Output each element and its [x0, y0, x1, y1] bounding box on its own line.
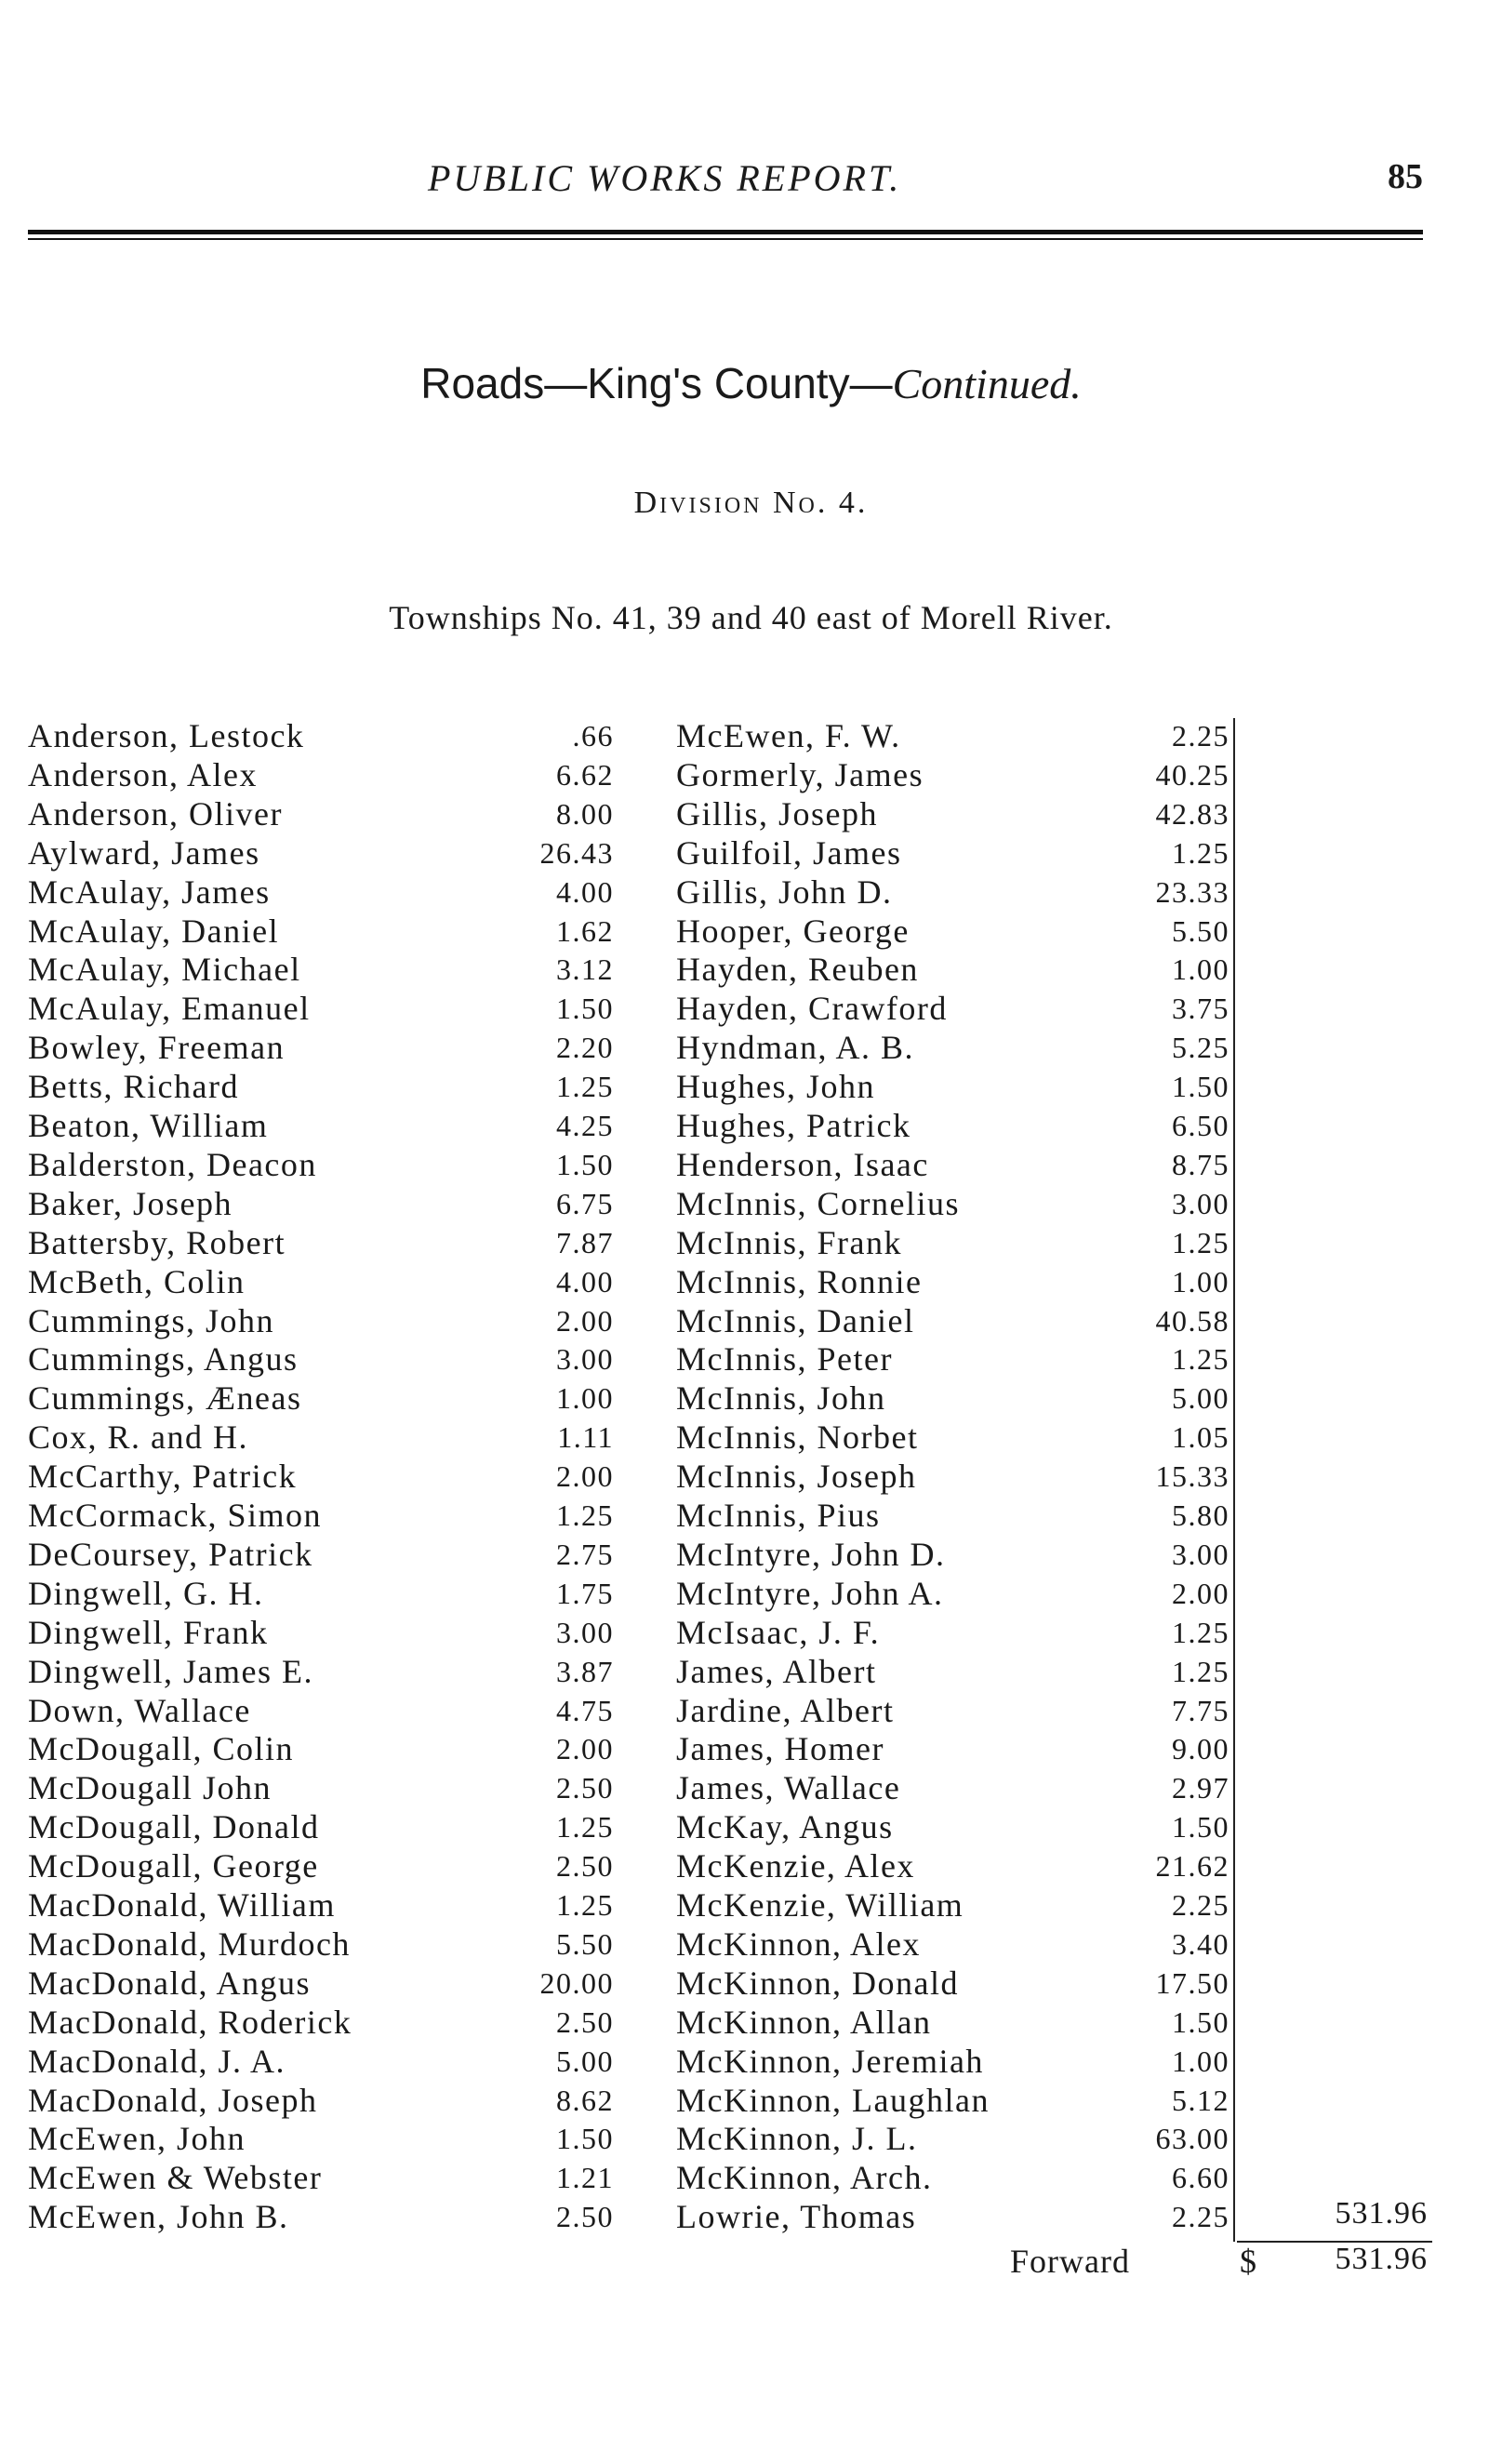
header-rule: [28, 230, 1423, 234]
entry-name: MacDonald, Angus: [28, 1964, 311, 2002]
currency-symbol: $: [1240, 2243, 1256, 2280]
list-item: [28, 1768, 614, 1807]
entry-name: McIntyre, John A.: [676, 1574, 944, 1612]
entry-name: Guilfoil, James: [676, 833, 902, 872]
entry-name: Hooper, George: [676, 912, 910, 950]
entry-name: Gormerly, James: [676, 755, 924, 793]
list-item: [676, 1885, 1234, 1925]
entry-amount: 1.05: [1172, 1420, 1230, 1455]
entry-name: Cummings, John: [28, 1301, 275, 1339]
entry-name: James, Albert: [676, 1652, 877, 1690]
entry-amount: 9.00: [1172, 1732, 1230, 1766]
entry-amount: 26.43: [539, 835, 614, 870]
entry-name: McInnis, Pius: [676, 1497, 881, 1534]
entry-amount: 2.50: [556, 1849, 614, 1884]
entry-name: McDougall, Donald: [28, 1808, 320, 1846]
entry-amount: 3.87: [556, 1654, 614, 1688]
list-item: [28, 1885, 614, 1925]
section-title-main: Roads—King's County—: [420, 359, 893, 407]
list-item: [28, 1223, 614, 1262]
entry-amount: 1.00: [556, 1381, 614, 1416]
entry-name: McKinnon, J. L.: [676, 2120, 918, 2158]
list-item: [676, 1223, 1234, 1262]
list-item: [676, 1106, 1234, 1145]
entry-name: Cummings, Æneas: [28, 1379, 302, 1418]
list-item: [28, 950, 614, 989]
entry-name: Battersby, Robert: [28, 1223, 286, 1261]
list-item: [676, 1457, 1234, 1496]
list-item: [676, 716, 1234, 755]
entry-amount: 1.75: [556, 1576, 614, 1610]
entry-name: Anderson, Alex: [28, 755, 258, 793]
entry-amount: 6.62: [556, 757, 614, 792]
list-item: [676, 912, 1234, 951]
list-item: [28, 1184, 614, 1223]
entry-amount: 5.00: [1172, 1381, 1230, 1416]
entry-name: Balderston, Deacon: [28, 1145, 317, 1183]
entry-amount: 7.75: [1172, 1693, 1230, 1727]
entry-amount: 40.58: [1155, 1303, 1230, 1338]
entry-name: McEwen, John B.: [28, 2198, 289, 2236]
entry-amount: 2.75: [556, 1537, 614, 1571]
entry-amount: 1.25: [1172, 1615, 1230, 1649]
entry-amount: 7.87: [556, 1225, 614, 1259]
forward-amount: 531.96: [1335, 2242, 1428, 2276]
list-item: [676, 1535, 1234, 1574]
list-item: [676, 2119, 1234, 2158]
entry-amount: 1.50: [556, 2122, 614, 2156]
entry-amount: 1.62: [556, 913, 614, 948]
list-item: [676, 950, 1234, 989]
entry-amount: 6.75: [556, 1186, 614, 1220]
running-head: PUBLIC WORKS REPORT.: [428, 157, 902, 199]
list-item: [28, 1807, 614, 1846]
entry-name: James, Homer: [676, 1730, 884, 1768]
list-item: [676, 833, 1234, 872]
entry-name: McKinnon, Laughlan: [676, 2081, 990, 2119]
list-item: [676, 1067, 1234, 1106]
entry-amount: 5.12: [1172, 2083, 1230, 2117]
entry-name: Aylward, James: [28, 833, 260, 872]
entry-name: McInnis, Peter: [676, 1340, 893, 1379]
list-item: [28, 1339, 614, 1379]
list-item: [28, 755, 614, 794]
section-title-continued: Continued.: [892, 360, 1082, 407]
page-number: 85: [1388, 157, 1423, 196]
list-item: [28, 1535, 614, 1574]
entry-name: Hayden, Reuben: [676, 951, 919, 989]
entry-amount: 20.00: [539, 1965, 614, 2000]
entry-name: Cummings, Angus: [28, 1340, 299, 1379]
entry-amount: 1.11: [557, 1420, 614, 1455]
entry-name: McInnis, Norbet: [676, 1418, 919, 1457]
entry-name: MacDonald, Murdoch: [28, 1925, 351, 1963]
entry-name: Dingwell, James E.: [28, 1652, 313, 1690]
entry-name: McAulay, James: [28, 872, 271, 911]
entry-name: McEwen, John: [28, 2120, 246, 2158]
entry-amount: 1.50: [1172, 2004, 1230, 2039]
entry-amount: 1.25: [1172, 1225, 1230, 1259]
list-item: [28, 2003, 614, 2042]
entry-amount: 1.50: [1172, 1810, 1230, 1845]
entry-amount: 4.25: [556, 1109, 614, 1142]
entry-name: McCarthy, Patrick: [28, 1458, 298, 1496]
townships-heading: Townships No. 41, 39 and 40 east of Morell River.: [389, 599, 1113, 636]
entry-amount: 2.50: [556, 1771, 614, 1805]
entry-name: McDougall, Colin: [28, 1730, 294, 1768]
column-total: 531.96: [1335, 2196, 1428, 2231]
entry-amount: 17.50: [1155, 1965, 1230, 2000]
entry-name: Jardine, Albert: [676, 1691, 895, 1729]
section-title: [0, 358, 1502, 408]
list-item: [28, 989, 614, 1028]
entry-name: McKinnon, Arch.: [676, 2159, 933, 2197]
division-heading: Division No. 4.: [633, 486, 869, 520]
list-item: [676, 1301, 1234, 1340]
entry-amount: 1.00: [1172, 1264, 1230, 1299]
list-item: [28, 1379, 614, 1418]
entry-amount: 3.00: [1172, 1186, 1230, 1220]
list-item: [28, 872, 614, 912]
entry-amount: 15.33: [1155, 1459, 1230, 1494]
entry-amount: 1.50: [556, 992, 614, 1026]
list-item: [28, 2158, 614, 2197]
entry-amount: 1.25: [556, 1070, 614, 1104]
entry-amount: 1.25: [1172, 835, 1230, 870]
list-item: [676, 872, 1234, 912]
entry-name: McEwen & Webster: [28, 2159, 323, 2197]
list-item: [28, 1457, 614, 1496]
entry-name: MacDonald, William: [28, 1886, 336, 1924]
list-item: [676, 1379, 1234, 1418]
list-item: [676, 1846, 1234, 1885]
list-item: [676, 2158, 1234, 2197]
entry-name: DeCoursey, Patrick: [28, 1535, 313, 1573]
list-item: [676, 1418, 1234, 1457]
list-item: [676, 1574, 1234, 1613]
entry-amount: 5.25: [1172, 1031, 1230, 1065]
entry-name: Hayden, Crawford: [676, 990, 948, 1028]
entry-amount: 23.33: [1155, 874, 1230, 909]
list-item: [28, 2119, 614, 2158]
entry-amount: 6.60: [1172, 2161, 1230, 2195]
entry-name: McKinnon, Donald: [676, 1964, 959, 2002]
list-item: [676, 1339, 1234, 1379]
entry-amount: 5.00: [556, 2044, 614, 2078]
entry-amount: 1.25: [556, 1888, 614, 1922]
entry-amount: 2.25: [1172, 1888, 1230, 1922]
entry-amount: 1.00: [1172, 952, 1230, 987]
list-item: [676, 1964, 1234, 2003]
entry-amount: 4.75: [556, 1693, 614, 1727]
entry-name: McCormack, Simon: [28, 1497, 322, 1534]
entry-amount: 4.00: [556, 874, 614, 909]
list-item: [28, 1496, 614, 1535]
list-item: [28, 1925, 614, 1964]
entry-name: Bowley, Freeman: [28, 1029, 286, 1067]
entry-name: Gillis, Joseph: [676, 794, 879, 832]
list-item: [28, 1652, 614, 1691]
list-item: [28, 1613, 614, 1652]
list-item: [676, 1768, 1234, 1807]
list-item: [28, 1846, 614, 1885]
entry-name: McInnis, John: [676, 1379, 886, 1418]
list-item: [28, 2197, 614, 2236]
entry-name: McKenzie, William: [676, 1886, 964, 1924]
entry-amount: 40.25: [1155, 757, 1230, 792]
entry-name: McAulay, Emanuel: [28, 990, 311, 1028]
entry-name: McAulay, Michael: [28, 951, 301, 989]
entry-amount: 2.25: [1172, 719, 1230, 753]
entry-amount: 2.97: [1172, 1771, 1230, 1805]
entry-name: Cox, R. and H.: [28, 1418, 248, 1457]
entry-amount: 3.40: [1172, 1926, 1230, 1961]
entry-name: McKinnon, Jeremiah: [676, 2042, 984, 2080]
list-item: [28, 1574, 614, 1613]
entry-amount: 1.25: [1172, 1654, 1230, 1688]
entry-amount: 3.00: [556, 1615, 614, 1649]
entry-amount: 1.50: [1172, 1070, 1230, 1104]
list-item: [676, 1262, 1234, 1301]
entry-name: McAulay, Daniel: [28, 912, 280, 950]
entry-amount: 1.25: [556, 1810, 614, 1845]
entry-name: Down, Wallace: [28, 1691, 251, 1729]
entry-amount: 1.25: [1172, 1342, 1230, 1377]
entry-amount: 5.80: [1172, 1498, 1230, 1532]
entry-amount: 1.25: [556, 1498, 614, 1532]
entry-name: McKinnon, Alex: [676, 1925, 921, 1963]
entry-amount: 8.00: [556, 796, 614, 831]
entry-amount: 8.62: [556, 2083, 614, 2117]
list-item: [676, 2042, 1234, 2081]
list-item: [676, 1613, 1234, 1652]
list-item: [676, 1145, 1234, 1184]
forward-label: Forward: [1010, 2243, 1130, 2280]
list-item: [676, 755, 1234, 794]
list-item: [676, 1807, 1234, 1846]
list-item: [676, 1729, 1234, 1768]
list-item: [28, 1262, 614, 1301]
entry-amount: .66: [572, 719, 614, 753]
entry-amount: 4.00: [556, 1264, 614, 1299]
entry-amount: 2.25: [1172, 2200, 1230, 2234]
entry-amount: 2.00: [556, 1459, 614, 1494]
list-item: [676, 989, 1234, 1028]
list-item: [676, 1691, 1234, 1730]
entry-amount: 2.00: [556, 1303, 614, 1338]
list-item: [28, 833, 614, 872]
entry-amount: 1.00: [1172, 2044, 1230, 2078]
entry-name: MacDonald, J. A.: [28, 2042, 286, 2080]
list-item: [28, 1106, 614, 1145]
entry-name: McInnis, Joseph: [676, 1458, 917, 1496]
header-rule-thin: [28, 238, 1423, 240]
entry-amount: 8.75: [1172, 1147, 1230, 1181]
list-item: [28, 1067, 614, 1106]
entry-name: McInnis, Frank: [676, 1223, 902, 1261]
list-item: [676, 1925, 1234, 1964]
entry-amount: 3.75: [1172, 992, 1230, 1026]
list-item: [676, 2003, 1234, 2042]
entry-name: Gillis, John D.: [676, 872, 893, 911]
entry-name: Hyndman, A. B.: [676, 1029, 915, 1067]
list-item: [676, 1028, 1234, 1067]
entry-name: McIntyre, John D.: [676, 1535, 946, 1573]
list-item: [676, 1652, 1234, 1691]
entry-name: McInnis, Cornelius: [676, 1184, 960, 1222]
entry-name: Anderson, Lestock: [28, 717, 305, 754]
entry-name: Baker, Joseph: [28, 1184, 233, 1222]
list-item: [676, 2197, 1234, 2236]
list-item: [28, 1145, 614, 1184]
entry-amount: 2.50: [556, 2004, 614, 2039]
entry-name: McDougall John: [28, 1769, 272, 1807]
entry-amount: 1.50: [556, 1147, 614, 1181]
entry-name: MacDonald, Joseph: [28, 2081, 318, 2119]
entry-amount: 3.12: [556, 952, 614, 987]
list-item: [676, 1496, 1234, 1535]
entry-name: McBeth, Colin: [28, 1262, 246, 1300]
entry-name: McKinnon, Allan: [676, 2003, 932, 2041]
list-item: [28, 2081, 614, 2120]
entry-name: McDougall, George: [28, 1847, 319, 1885]
entry-amount: 42.83: [1155, 796, 1230, 831]
entry-amount: 3.00: [1172, 1537, 1230, 1571]
entry-amount: 3.00: [556, 1342, 614, 1377]
list-item: [28, 1418, 614, 1457]
entry-amount: 5.50: [556, 1926, 614, 1961]
list-item: [28, 1729, 614, 1768]
entry-name: Hughes, Patrick: [676, 1107, 911, 1144]
entry-amount: 21.62: [1155, 1849, 1230, 1884]
entry-amount: 63.00: [1155, 2122, 1230, 2156]
entry-name: James, Wallace: [676, 1769, 901, 1807]
entry-name: McEwen, F. W.: [676, 717, 901, 754]
entry-name: McInnis, Daniel: [676, 1301, 915, 1339]
entry-name: McKenzie, Alex: [676, 1847, 915, 1885]
entry-name: Hughes, John: [676, 1068, 875, 1106]
list-item: [28, 1301, 614, 1340]
entry-name: Beaton, William: [28, 1107, 269, 1144]
entry-amount: 1.21: [556, 2161, 614, 2195]
entry-amount: 2.50: [556, 2200, 614, 2234]
entry-name: Dingwell, Frank: [28, 1613, 269, 1651]
entry-amount: 2.00: [1172, 1576, 1230, 1610]
entry-amount: 2.20: [556, 1031, 614, 1065]
list-item: [28, 1964, 614, 2003]
list-item: [28, 912, 614, 951]
entry-name: McKay, Angus: [676, 1808, 894, 1846]
entry-name: Dingwell, G. H.: [28, 1574, 264, 1612]
list-item: [28, 1028, 614, 1067]
list-item: [676, 794, 1234, 833]
entry-name: McIsaac, J. F.: [676, 1613, 881, 1651]
entry-name: Henderson, Isaac: [676, 1145, 929, 1183]
column-rule: [1233, 718, 1235, 2242]
list-item: [676, 2081, 1234, 2120]
list-item: [28, 794, 614, 833]
list-item: [676, 1184, 1234, 1223]
entry-name: Lowrie, Thomas: [676, 2198, 917, 2236]
list-item: [28, 1691, 614, 1730]
entry-name: McInnis, Ronnie: [676, 1262, 923, 1300]
list-item: [28, 716, 614, 755]
entry-amount: 5.50: [1172, 913, 1230, 948]
entry-name: MacDonald, Roderick: [28, 2003, 352, 2041]
entry-name: Anderson, Oliver: [28, 794, 283, 832]
entry-amount: 2.00: [556, 1732, 614, 1766]
entry-amount: 6.50: [1172, 1109, 1230, 1142]
list-item: [28, 2042, 614, 2081]
entry-name: Betts, Richard: [28, 1068, 239, 1106]
